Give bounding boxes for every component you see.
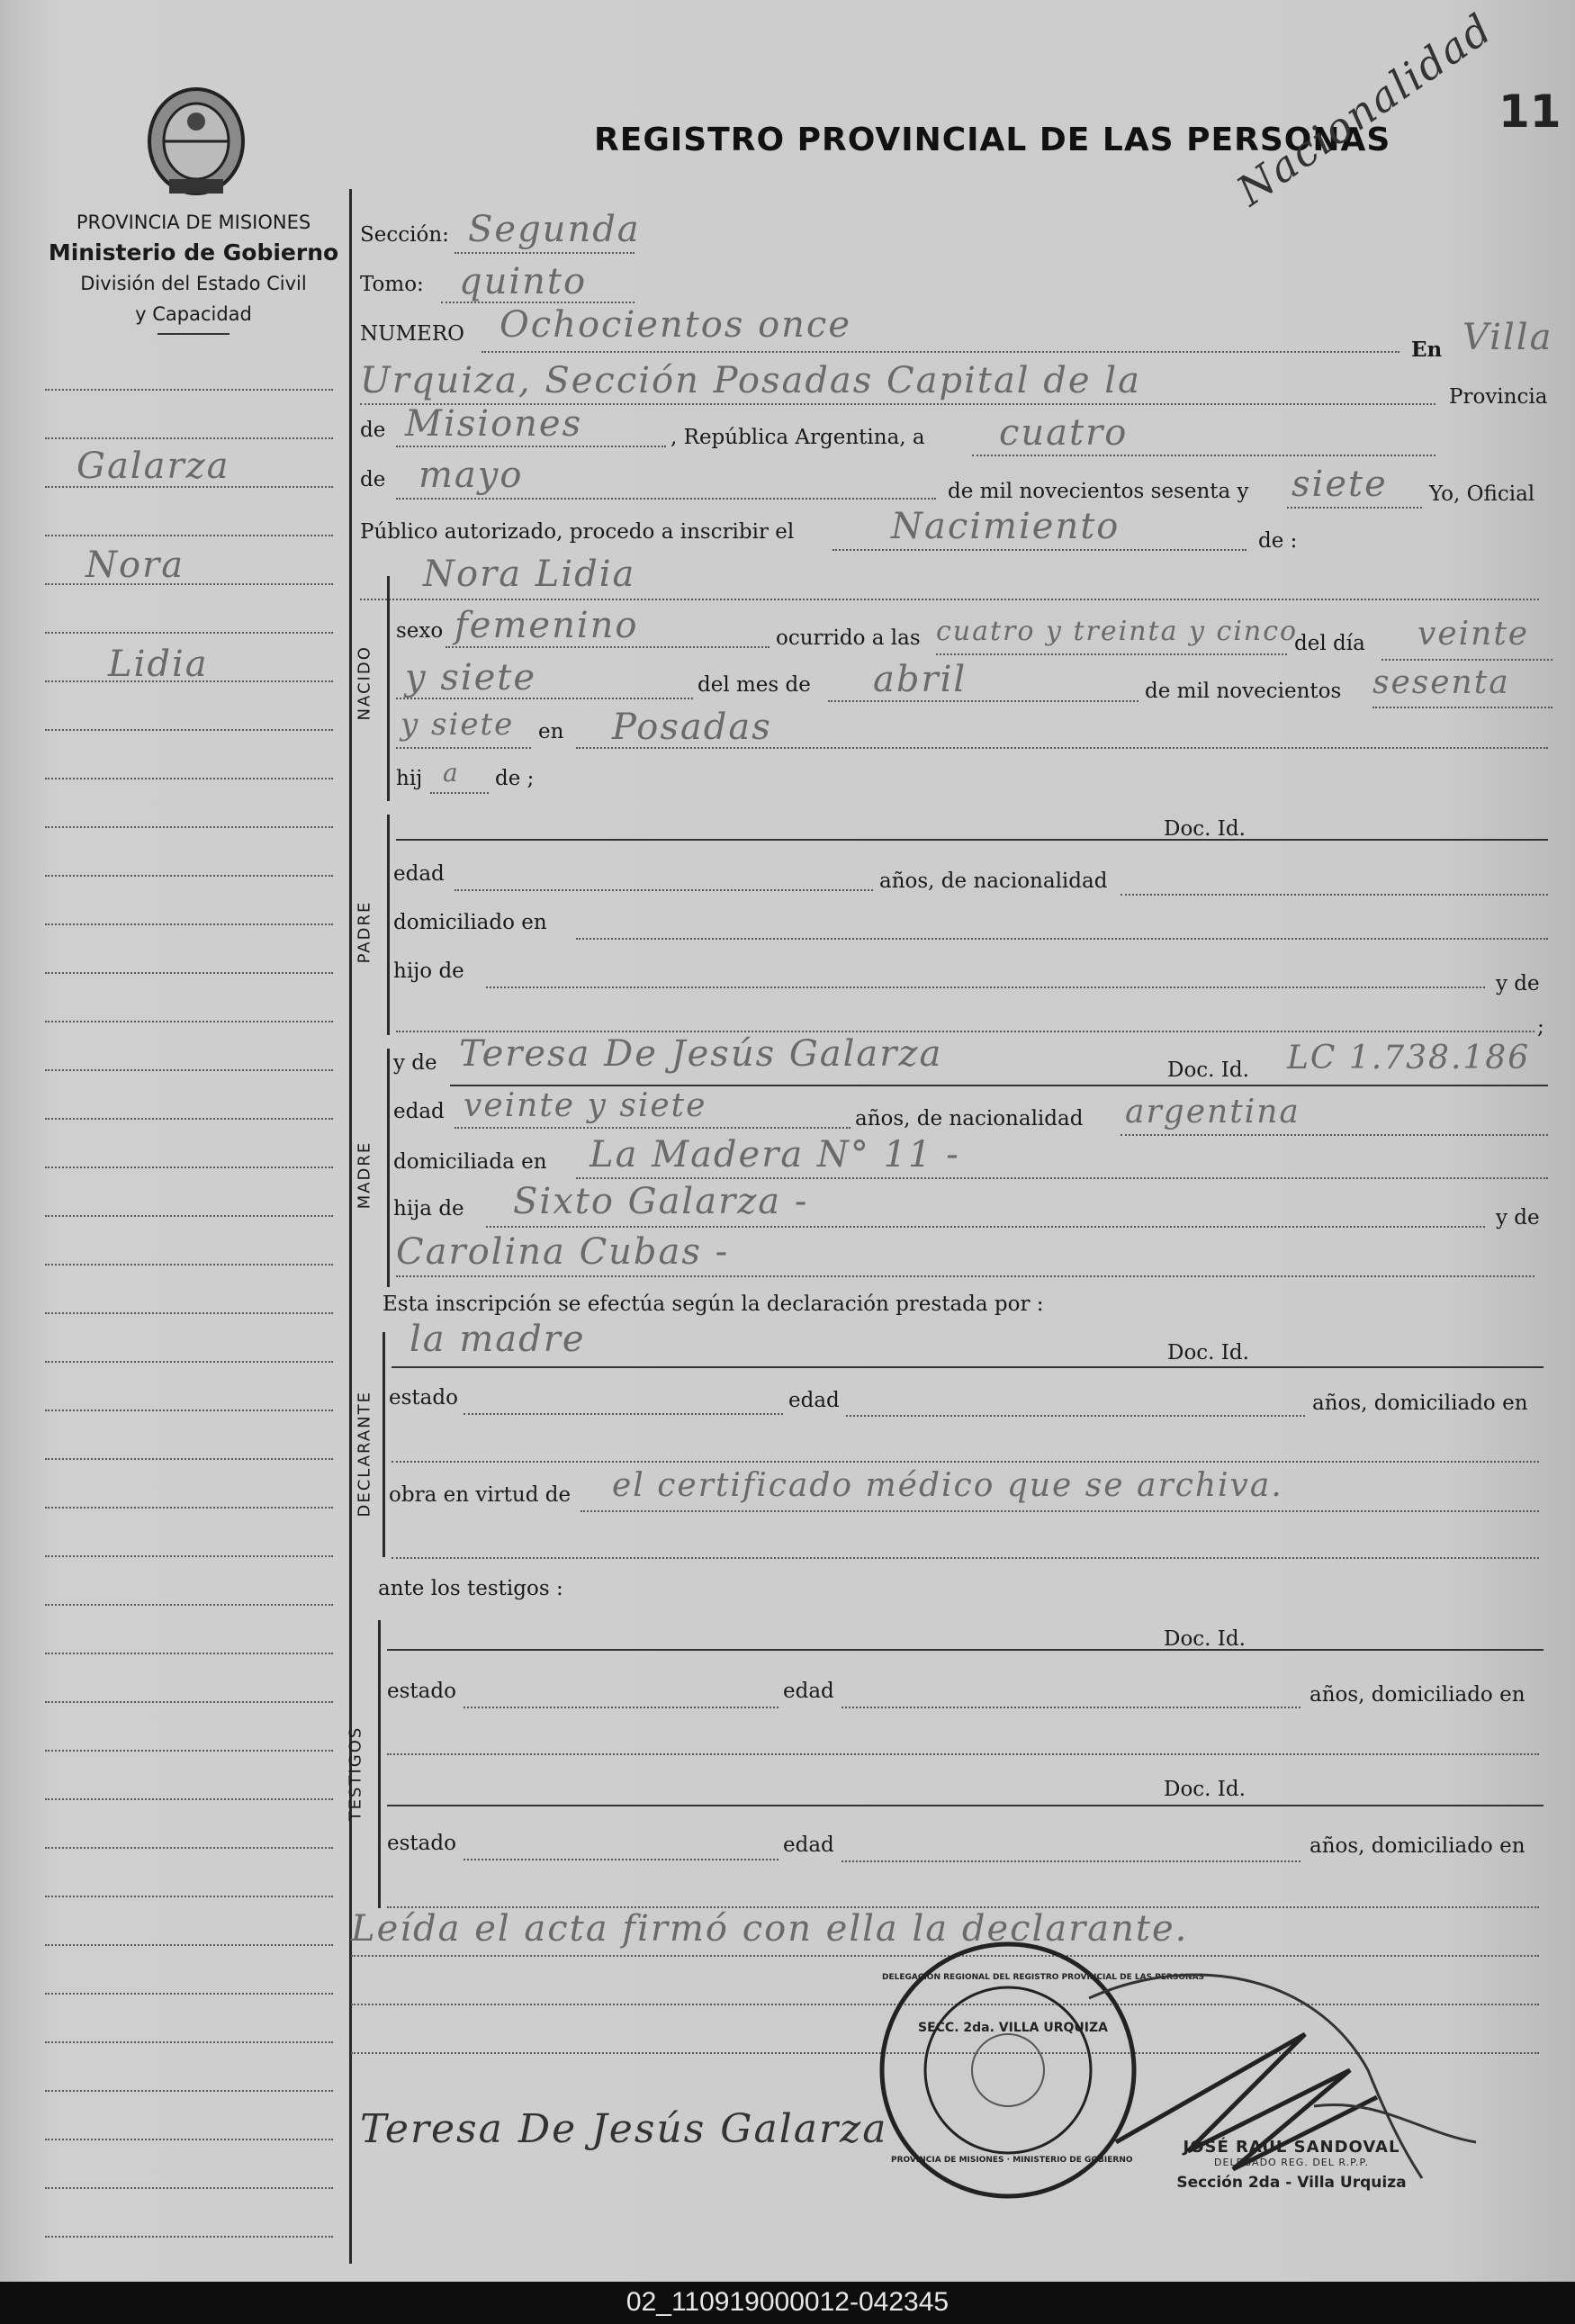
province-name: PROVINCIA DE MISIONES xyxy=(76,212,311,233)
madre-rule xyxy=(387,1049,390,1287)
value-dia-nacimiento-2: y siete xyxy=(405,657,537,698)
section-label-declarante: DECLARANTE xyxy=(355,1391,374,1518)
label-del-dia: del día xyxy=(1294,632,1365,655)
value-mes-nacimiento: abril xyxy=(873,659,968,700)
ante-testigos-label: ante los testigos : xyxy=(378,1577,563,1600)
declarante-domicilio-label: años, domiciliado en xyxy=(1312,1392,1528,1415)
testigo1-domicilio-label: años, domiciliado en xyxy=(1310,1683,1526,1707)
testigos-rule xyxy=(378,1620,381,1908)
ministry-name: Ministerio de Gobierno xyxy=(48,239,339,266)
padre-nacionalidad-label: años, de nacionalidad xyxy=(879,869,1108,893)
officer-name: JOSÉ RAÚL SANDOVAL xyxy=(1183,2138,1400,2157)
madre-y-de-label: y de xyxy=(393,1051,437,1075)
madre-domicilio-label: domiciliada en xyxy=(393,1150,547,1174)
page-title: REGISTRO PROVINCIAL DE LAS PERSONAS xyxy=(594,122,1391,158)
section-label-nacido: NACIDO xyxy=(355,645,374,721)
padre-y-de-label: y de xyxy=(1496,972,1540,995)
padre-doc-label: Doc. Id. xyxy=(1164,817,1246,841)
madre-domicilio-value: La Madera N° 11 - xyxy=(590,1134,960,1176)
padre-hijo-de-label: hijo de xyxy=(393,959,464,983)
label-numero: NUMERO xyxy=(360,322,465,346)
madre-nacionalidad-label: años, de nacionalidad xyxy=(855,1107,1084,1130)
margin-stamp-annotation: Nacionalidad xyxy=(1228,4,1501,216)
stamp-bottom-text: PROVINCIA DE MISIONES · MINISTERIO DE GOBIERNO xyxy=(891,2156,1133,2165)
label-hij: hij xyxy=(396,767,423,790)
declaracion-label: Esta inscripción se efectúa según la declaración prestada por : xyxy=(382,1293,1044,1316)
value-tomo: quinto xyxy=(459,261,588,302)
padre-semicolon: ; xyxy=(1537,1015,1544,1039)
division-line-2: y Capacidad xyxy=(135,303,252,325)
label-del-mes: del mes de xyxy=(698,673,811,697)
declarante-edad-label: edad xyxy=(788,1389,840,1412)
main-column-rule xyxy=(349,189,352,2264)
testigo2-estado-label: estado xyxy=(387,1832,456,1855)
madre-madre-value: Carolina Cubas - xyxy=(396,1231,730,1273)
label-en: En xyxy=(1411,338,1443,362)
cierre-text: Leída el acta firmó con ella la declarante. xyxy=(351,1908,1189,1950)
value-anio-nacimiento-2: y siete xyxy=(400,707,515,743)
label-de: de xyxy=(360,419,386,442)
label-tomo: Tomo: xyxy=(360,273,424,296)
value-acto: Nacimiento xyxy=(891,506,1120,547)
madre-doc-value: LC 1.738.186 xyxy=(1287,1040,1531,1076)
firma-declarante: Teresa De Jesús Galarza xyxy=(360,2106,888,2152)
label-de-semicolon: de ; xyxy=(495,767,535,790)
value-en: Villa xyxy=(1462,317,1553,358)
value-anio-inscripcion: siete xyxy=(1292,464,1388,505)
madre-nombre: Teresa De Jesús Galarza xyxy=(459,1033,943,1075)
obra-virtud-value: el certificado médico que se archiva. xyxy=(612,1467,1283,1504)
label-provincia: Provincia xyxy=(1449,385,1548,409)
stamp-ring-text: DELEGACIÓN REGIONAL DEL REGISTRO PROVINCIAL DE LAS PERSONAS xyxy=(882,1973,1205,1982)
declarante-doc-label: Doc. Id. xyxy=(1167,1341,1249,1365)
value-sexo: femenino xyxy=(454,605,639,646)
nacido-rule xyxy=(387,576,390,801)
padre-rule xyxy=(387,815,390,1035)
label-en-lugar: en xyxy=(538,720,564,743)
section-label-testigos: TESTIGOS xyxy=(346,1725,365,1822)
margin-first-name: Nora xyxy=(86,545,185,586)
section-label-padre: PADRE xyxy=(355,900,374,964)
officer-section: Sección 2da - Villa Urquiza xyxy=(1176,2174,1407,2192)
padre-domicilio-label: domiciliado en xyxy=(393,911,547,934)
madre-edad-label: edad xyxy=(393,1100,445,1123)
testigo1-doc-label: Doc. Id. xyxy=(1164,1627,1246,1651)
value-provincia: Misiones xyxy=(405,403,583,445)
madre-hija-de-label: hija de xyxy=(393,1197,464,1221)
footer-code: 02_110919000012-042345 xyxy=(626,2287,950,2317)
label-mil-novecientos: de mil novecientos xyxy=(1145,680,1342,703)
header-divider xyxy=(158,333,230,335)
label-seccion: Sección: xyxy=(360,223,449,247)
label-ocurrido: ocurrido a las xyxy=(776,626,921,650)
coat-of-arms-icon xyxy=(142,86,250,198)
label-republica: , República Argentina, a xyxy=(670,426,925,449)
value-seccion: Segunda xyxy=(468,209,641,250)
obra-virtud-label: obra en virtud de xyxy=(389,1483,572,1507)
testigo1-edad-label: edad xyxy=(783,1680,834,1703)
label-publico: Público autorizado, procedo a inscribir el xyxy=(360,520,795,544)
label-de-colon: de : xyxy=(1258,529,1298,553)
margin-middle-name: Lidia xyxy=(108,644,209,685)
value-mes-inscripcion: mayo xyxy=(418,455,524,496)
label-yo-oficial: Yo, Oficial xyxy=(1429,482,1535,506)
madre-y-de-label-2: y de xyxy=(1496,1206,1540,1230)
testigo1-estado-label: estado xyxy=(387,1680,456,1703)
value-numero: Ochocientos once xyxy=(500,304,851,346)
margin-surname: Galarza xyxy=(76,446,230,487)
testigo2-doc-label: Doc. Id. xyxy=(1164,1778,1246,1801)
section-label-madre: MADRE xyxy=(355,1140,374,1210)
value-hora: cuatro y treinta y cinco xyxy=(936,616,1299,647)
declarante-rule xyxy=(382,1332,385,1557)
label-sexo: sexo xyxy=(396,619,444,643)
value-dia-inscripcion: cuatro xyxy=(999,412,1129,454)
label-de-2: de xyxy=(360,468,386,491)
label-mil-novecientos-sesenta: de mil novecientos sesenta y xyxy=(948,480,1249,503)
madre-nacionalidad-value: argentina xyxy=(1125,1094,1300,1130)
officer-title: DELEGADO REG. DEL R.P.P. xyxy=(1214,2157,1369,2168)
madre-doc-label: Doc. Id. xyxy=(1167,1058,1249,1082)
madre-edad-value: veinte y siete xyxy=(464,1087,707,1124)
testigo2-edad-label: edad xyxy=(783,1833,834,1857)
testigo2-domicilio-label: años, domiciliado en xyxy=(1310,1834,1526,1858)
page-number: 11 xyxy=(1498,86,1562,138)
declarante-value: la madre xyxy=(410,1319,586,1360)
value-lugar-nacimiento: Posadas xyxy=(612,707,772,748)
value-nombre: Nora Lidia xyxy=(423,554,636,595)
value-hij-suffix: a xyxy=(443,758,460,788)
madre-padre-value: Sixto Galarza - xyxy=(513,1181,809,1222)
value-dia-nacimiento: veinte xyxy=(1418,616,1530,653)
padre-edad-label: edad xyxy=(393,862,445,886)
declarante-estado-label: estado xyxy=(389,1386,458,1410)
value-anio-nacimiento: sesenta xyxy=(1372,664,1510,701)
division-line-1: División del Estado Civil xyxy=(80,273,307,294)
issuer-header xyxy=(36,207,351,329)
value-lugar-line: Urquiza, Sección Posadas Capital de la xyxy=(360,360,1141,401)
officer-block xyxy=(1143,2138,1440,2192)
stamp-center-text: SECC. 2da. VILLA URQUIZA xyxy=(918,2021,1108,2035)
